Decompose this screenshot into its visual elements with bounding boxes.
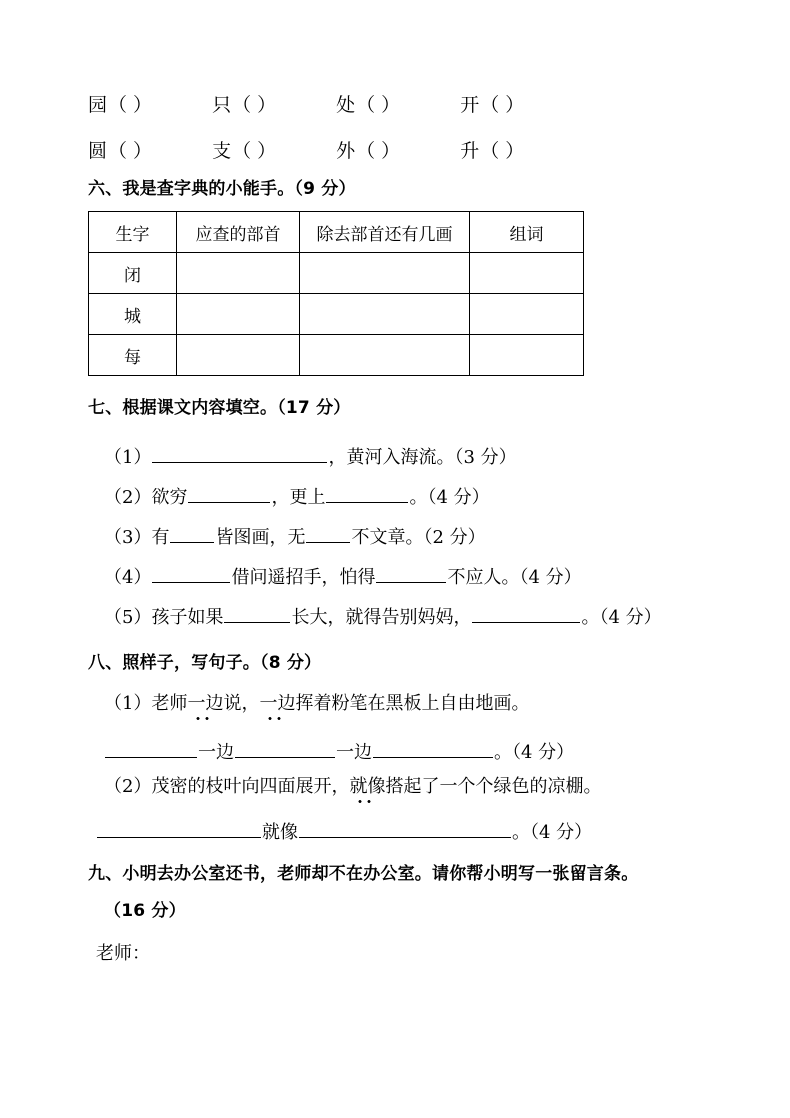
- item-number: （2）: [104, 776, 152, 797]
- section-9-writing-area[interactable]: [88, 975, 702, 1095]
- char-cell: [336, 96, 400, 115]
- char-pair-row-1: [88, 96, 748, 115]
- item-text: 长大，就得告别妈妈，: [291, 607, 472, 628]
- section-7-item-5: [104, 605, 662, 627]
- emphasis-keyword: 一边: [259, 693, 296, 714]
- example-text: 搭起了一个个绿色的凉棚。: [385, 776, 602, 797]
- answer-blank[interactable]: [152, 565, 230, 583]
- item-points: 。（4 分）: [494, 742, 575, 763]
- dictionary-lookup-table: [88, 211, 584, 376]
- table-cell-character: 每: [89, 335, 177, 376]
- item-points: 。（4 分）: [512, 822, 593, 843]
- answer-blank[interactable]: [105, 740, 197, 758]
- example-text: 老师: [151, 693, 188, 714]
- char-answer-paren: （ ）: [232, 94, 277, 116]
- answer-blank[interactable]: [326, 485, 408, 503]
- table-header-row: [89, 212, 584, 253]
- char-glyph: 外: [336, 140, 357, 162]
- char-cell: [336, 142, 400, 161]
- char-glyph: 园: [88, 94, 109, 116]
- section-7-item-2: [104, 485, 490, 507]
- section-8-item-2-example: [104, 778, 601, 796]
- item-points: 不应人。（4 分）: [447, 567, 582, 588]
- table-cell-strokes[interactable]: [300, 335, 470, 376]
- char-cell: [212, 142, 276, 161]
- char-answer-paren: （ ）: [232, 140, 277, 162]
- answer-blank[interactable]: [97, 820, 261, 838]
- item-text: 有: [151, 527, 170, 548]
- char-glyph: 升: [460, 140, 481, 162]
- item-number: （1）: [104, 447, 152, 468]
- item-text: ，更上: [271, 487, 326, 508]
- answer-blank[interactable]: [170, 525, 214, 543]
- example-text: 说，: [223, 693, 260, 714]
- char-cell: [88, 96, 152, 115]
- char-pair-row-2: [88, 142, 748, 161]
- table-cell-radical[interactable]: [177, 253, 300, 294]
- section-7-heading: 七、根据课文内容填空。（17 分）: [88, 398, 351, 418]
- table-cell-strokes[interactable]: [300, 294, 470, 335]
- answer-blank[interactable]: [373, 740, 493, 758]
- char-glyph: 圆: [88, 140, 109, 162]
- char-answer-paren: （ ）: [356, 140, 401, 162]
- char-glyph: 只: [212, 94, 233, 116]
- item-points: 。（4 分）: [581, 607, 662, 628]
- section-6-heading: 六、我是查字典的小能手。（9 分）: [88, 179, 356, 199]
- char-answer-paren: （ ）: [480, 140, 525, 162]
- emphasis-keyword: 一边: [187, 693, 224, 714]
- section-7-item-1: [104, 445, 517, 467]
- table-cell-radical[interactable]: [177, 335, 300, 376]
- item-text: 皆图画，无: [215, 527, 306, 548]
- answer-keyword: 一边: [198, 742, 234, 763]
- table-cell-word[interactable]: [470, 335, 584, 376]
- example-text: 挥着粉笔在黑板上自由地画。: [295, 693, 530, 714]
- answer-blank[interactable]: [306, 525, 350, 543]
- table-cell-strokes[interactable]: [300, 253, 470, 294]
- char-answer-paren: （ ）: [480, 94, 525, 116]
- table-cell-word[interactable]: [470, 294, 584, 335]
- char-answer-paren: （ ）: [108, 140, 153, 162]
- char-answer-paren: （ ）: [356, 94, 401, 116]
- example-text: 茂密的枝叶向四面展开，: [151, 776, 350, 797]
- section-8-item-1-answer: [104, 740, 574, 762]
- char-answer-paren: （ ）: [108, 94, 153, 116]
- emphasis-keyword: 就像: [349, 776, 386, 797]
- section-8-item-2-answer: [96, 820, 592, 842]
- char-glyph: 开: [460, 94, 481, 116]
- section-9-salutation: 老师：: [96, 943, 150, 964]
- section-9-points: （16 分）: [104, 901, 186, 921]
- char-glyph: 处: [336, 94, 357, 116]
- item-text: 孩子如果: [151, 607, 224, 628]
- table-header-cell: 组词: [470, 212, 584, 253]
- item-number: （4）: [104, 567, 152, 588]
- item-points: （3 分）: [454, 447, 517, 468]
- item-number: （1）: [104, 693, 152, 714]
- answer-blank[interactable]: [472, 605, 580, 623]
- answer-keyword: 就像: [262, 822, 298, 843]
- item-text: ，黄河入海流。: [328, 447, 455, 468]
- table-cell-character: 闭: [89, 253, 177, 294]
- item-number: （2）: [104, 487, 152, 508]
- table-row: [89, 253, 584, 294]
- char-cell: [88, 142, 152, 161]
- section-8-item-1-example: [104, 695, 529, 713]
- answer-blank[interactable]: [299, 820, 511, 838]
- table-row: [89, 335, 584, 376]
- item-text: 欲穷: [151, 487, 188, 508]
- char-cell: [212, 96, 276, 115]
- answer-keyword: 一边: [336, 742, 372, 763]
- section-9-heading: 九、小明去办公室还书，老师却不在办公室。请你帮小明写一张留言条。: [88, 864, 639, 884]
- answer-blank[interactable]: [235, 740, 335, 758]
- section-8-heading: 八、照样子，写句子。（8 分）: [88, 653, 322, 673]
- table-row: [89, 294, 584, 335]
- char-cell: [460, 96, 524, 115]
- answer-blank[interactable]: [224, 605, 290, 623]
- item-number: （3）: [104, 527, 152, 548]
- char-cell: [460, 142, 524, 161]
- table-cell-word[interactable]: [470, 253, 584, 294]
- answer-blank[interactable]: [376, 565, 446, 583]
- item-number: （5）: [104, 607, 152, 628]
- answer-blank[interactable]: [188, 485, 270, 503]
- section-7-item-3: [104, 525, 486, 547]
- table-header-cell: 应查的部首: [177, 212, 300, 253]
- table-cell-character: 城: [89, 294, 177, 335]
- answer-blank[interactable]: [152, 445, 327, 463]
- table-header-cell: 生字: [89, 212, 177, 253]
- char-glyph: 支: [212, 140, 233, 162]
- item-points: 不文章。（2 分）: [351, 527, 486, 548]
- table-cell-radical[interactable]: [177, 294, 300, 335]
- item-points: 。（4 分）: [409, 487, 490, 508]
- item-text: 借问遥招手，怕得: [231, 567, 376, 588]
- section-7-item-4: [104, 565, 582, 587]
- table-header-cell: 除去部首还有几画: [300, 212, 470, 253]
